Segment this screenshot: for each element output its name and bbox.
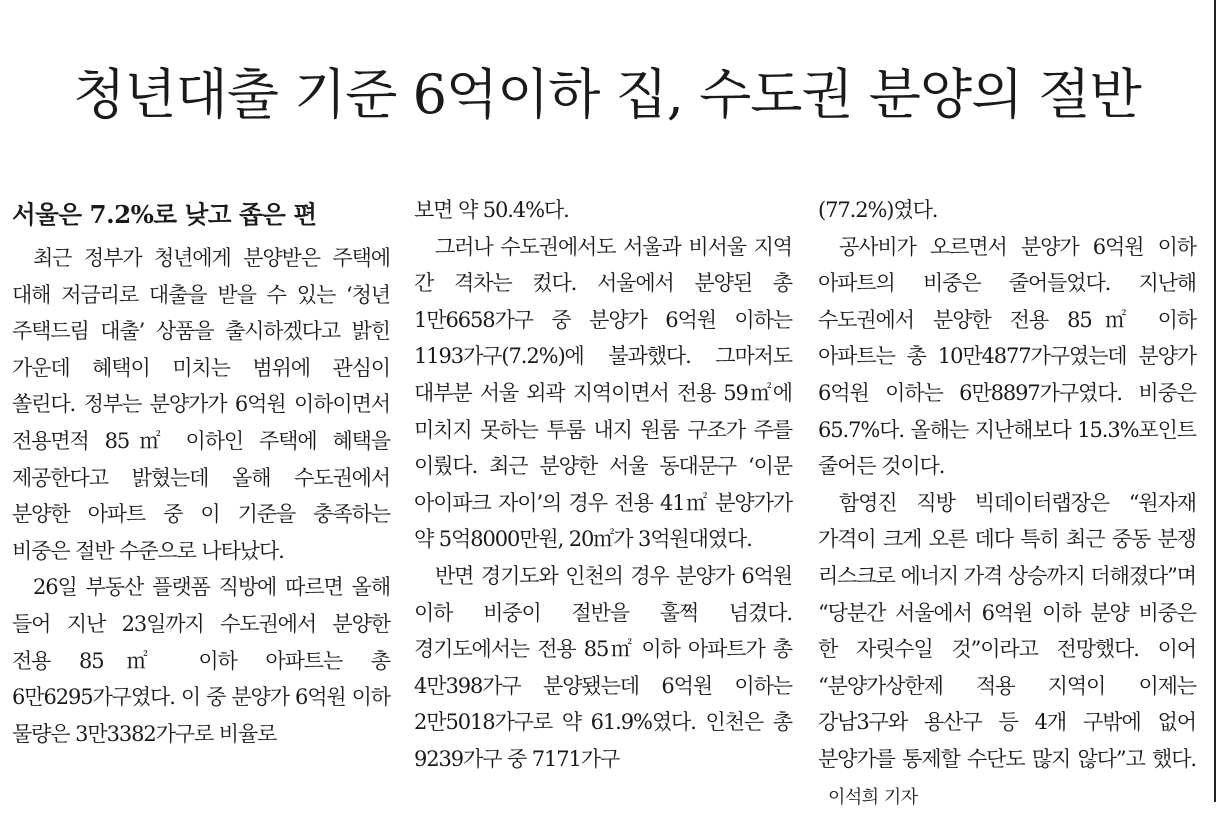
paragraph: 그러나 수도권에서도 서울과 비서울 지역 간 격차는 컸다. 서울에서 분양된 총 1만6658가구 중 분양가 6억원 이하는 1193가구(7.2%)에 불과했다. 그마저도 대부분 서울 외곽 지역이면서 전용 59㎡에 미치지 못하는 투룸 내지 원룸 구조가 주를 이뤘다. 최근 분양한 서울 동대문구 ‘이문 아이파크 자이’의 경우 전용 41㎡ 분양가가 약 5억8000만원, 20㎡가 3억원대였다. <box>414 234 792 552</box>
paragraph: 반면 경기도와 인천의 경우 분양가 6억원 이하 비중이 절반을 훌쩍 넘겼다. 경기도에서는 전용 85㎡ 이하 아파트가 총 4만398가구 분양됐는데 6억원 이하는 2만5018가구로 약 61.9%였다. 인천은 총 9239가구 중 7171가구 <box>414 563 792 771</box>
paragraph: 공사비가 오르면서 분양가 6억원 이하 아파트의 비중은 줄어들었다. 지난해 수도권에서 분양한 전용 85㎡ 이하 아파트는 총 10만4877가구였는데 분양가 6억원 이하는 6만8897가구였다. 비중은 65.7%다. 올해는 지난해보다 15.3%포인트 줄어든 것이다. <box>818 234 1196 479</box>
article-column-1 <box>12 192 390 752</box>
paragraph: (77.2%)였다. <box>818 198 938 222</box>
paragraph: 보면 약 50.4%다. <box>414 198 569 222</box>
article-column-2 <box>414 192 792 778</box>
paragraph <box>818 485 1196 816</box>
headline: 청년대출 기준 6억이하 집, 수도권 분양의 절반 <box>73 63 1141 126</box>
subheadline: 서울은 7.2%로 낮고 좁은 편 <box>12 200 317 229</box>
paragraph: 26일 부동산 플랫폼 직방에 따르면 올해 들어 지난 23일까지 수도권에서 분양한 전용 85㎡ 이하 아파트는 총 6만6295가구였다. 이 중 분양가 6억원 이하 물량은 3만3382가구로 비율로 <box>12 575 390 746</box>
article-column-3 <box>818 192 1196 816</box>
column-rule <box>1214 0 1216 802</box>
quote-text: 함영진 직방 빅데이터랩장은 “원자재 가격이 크게 오른 데다 특히 최근 중동 분쟁 리스크로 에너지 가격 상승까지 더해졌다”며 “당분간 서울에서 6억원 이하 분양 비중은 한 자릿수일 것”이라고 전망했다. 이어 “분양가상한제 적용 지역이 이제는 강남3구와 용산구 등 4개 구밖에 없어 분양가를 통제할 수단도 많지 않다”고 했다. <box>818 490 1196 771</box>
paragraph: 최근 정부가 청년에게 분양받은 주택에 대해 저금리로 대출을 받을 수 있는 ‘청년 주택드림 대출’ 상품을 출시하겠다고 밝힌 가운데 혜택이 미치는 범위에 관심이 쏠린다. 정부는 분양가가 6억원 이하이면서 전용면적 85㎡ 이하인 주택에 혜택을 제공한다고 밝혔는데 올해 수도권에서 분양한 아파트 중 이 기준을 충족하는 비중은 절반 수준으로 나타났다. <box>12 246 390 563</box>
byline: 이석희 기자 <box>828 786 918 808</box>
